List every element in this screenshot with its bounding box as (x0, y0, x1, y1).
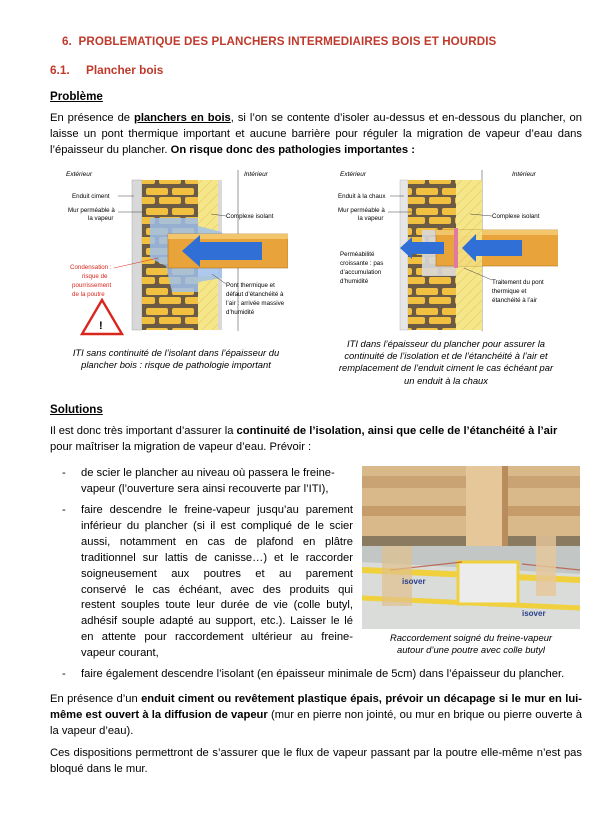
text-run-bold: enduit ciment ou revêtement plastique épais, prévoir un décapage si le mur en lui-même est ouvert à la diffusion de vapeur (50, 693, 582, 721)
probleme-heading: Problème (50, 90, 103, 103)
caption-line: continuité de l’isolation et de l’étanchéité à l’air et (344, 350, 548, 362)
figure-right-caption (322, 338, 570, 387)
bullet-dash: - (62, 668, 66, 680)
bullet-dash: - (62, 467, 66, 479)
label-interieur: Intérieur (512, 171, 536, 178)
section-number: 6. (62, 35, 72, 48)
text-line: de scier le plancher au niveau où passera le freine- (81, 467, 335, 479)
text-run: pour maîtriser la migration de vapeur d’eau. Prévoir : (50, 440, 312, 453)
label-enduit: Enduit ciment (72, 193, 110, 200)
diagram-iti-with-continuity (336, 166, 558, 336)
text-run-bold: On risque donc des pathologies importantes : (170, 143, 415, 156)
caption-line: plancher bois : risque de pathologie important (81, 359, 271, 371)
label-mur-2: la vapeur (358, 215, 384, 222)
subsection-number: 6.1. (50, 63, 70, 77)
diagram-iti-without-continuity (66, 166, 288, 344)
label-perm-3: d’accumulation (340, 269, 382, 276)
label-condensation-2: risque de (82, 273, 108, 280)
photo-brand-label-2: isover (522, 609, 546, 618)
text-run: En présence d’un (50, 693, 142, 705)
text-line: aussi, notamment en cas de plafond en plâtre (81, 535, 353, 548)
label-pont-4: d’humidité (226, 309, 255, 316)
photo-butyl-joint (362, 466, 580, 629)
label-exterieur: Extérieur (340, 171, 367, 178)
list-item-text (81, 503, 353, 662)
label-pont-2: défaut d’étanchéité à (226, 291, 284, 298)
list-item-text (81, 466, 353, 498)
airtight-membrane (454, 228, 458, 268)
caption-line: Raccordement soigné du freine-vapeur (389, 632, 553, 643)
text-run: Il est donc très important d’assurer la (50, 425, 237, 437)
insulation-lower (198, 276, 218, 330)
render-layer (132, 180, 142, 330)
subsection-heading (50, 62, 163, 79)
label-trait-1: Traitement du pont (492, 279, 544, 286)
solutions-paragraph-3: Ces dispositions permettront de s’assurer que le flux de vapeur passant par la poutre elle-même n’est pas bloqué dans le mur. (50, 747, 582, 775)
text-line: soigneusement aux poutres et au parement (81, 567, 353, 580)
label-perm-4: d’humidité (340, 278, 369, 285)
caption-line: ITI sans continuité de l’isolant dans l’épaisseur du (72, 347, 280, 358)
label-mur-1: Mur perméable à (68, 207, 115, 214)
text-line: traditionnel sur lattis de canisse…) et le raccorder (81, 551, 353, 564)
photo-brand-label: isover (402, 577, 426, 586)
label-exterieur: Extérieur (66, 171, 93, 178)
solutions-intro (50, 424, 582, 456)
label-complexe: Complexe isolant (492, 213, 540, 220)
caption-line: remplacement de l’enduit ciment le cas échéant par (338, 362, 554, 374)
label-trait-2: thermique et (492, 288, 527, 295)
section-heading (62, 34, 496, 50)
subsection-title: Plancher bois (86, 63, 164, 77)
section-title: PROBLEMATIQUE DES PLANCHERS INTERMEDIAIRES BOIS ET HOURDIS (78, 35, 497, 48)
text-line: faire descendre le freine-vapeur jusqu’au parement (81, 504, 353, 516)
text-line: adhésif souple adapté au support, etc.). Laisser le lé (81, 615, 353, 628)
caption-line: ITI dans l’épaisseur du plancher pour assurer la (346, 338, 546, 349)
list-item-text: faire également descendre l’isolant (en épaisseur minimale de 5cm) dans l’épaisseur du plancher. (81, 668, 565, 680)
caption-line: autour d’une poutre avec colle butyl (396, 644, 545, 656)
wood-beam-highlight (168, 234, 288, 239)
text-line: inférieur du plancher (si il est compliqué de le scier (81, 519, 353, 532)
text-run-bold: continuité de l’isolation, ainsi que celle de l’étanchéité à l’air (236, 425, 558, 437)
text-line: en attente pour raccordement ultérieur au freine- (81, 631, 353, 644)
solutions-paragraph-2 (50, 692, 582, 740)
label-condensation-1: Condensation : (70, 264, 112, 271)
label-mur-2: la vapeur (88, 215, 114, 222)
caption-line: un enduit à la chaux (404, 374, 488, 386)
solutions-heading: Solutions (50, 403, 103, 416)
label-perm-1: Perméabilité (340, 251, 375, 258)
text-run-bold: planchers en bois (133, 112, 231, 124)
text-run: (mur en pierre non jointé, ou mur en brique ou pierre ouverte à la vapeur d’eau). (50, 708, 582, 737)
label-pont-3: l’air : arrivée massive (226, 300, 285, 307)
text-line: vapeur courant, (81, 647, 159, 660)
text-line: conservé le cas échéant, avec des produits qui (81, 583, 353, 596)
bullet-dash: - (62, 504, 66, 516)
warning-mark: ! (99, 320, 103, 332)
label-condensation-4: de la poutre (72, 291, 105, 298)
label-complexe: Complexe isolant (226, 213, 274, 220)
label-perm-2: croissante : pas (340, 260, 384, 267)
probleme-paragraph (50, 111, 582, 159)
label-interieur: Intérieur (244, 171, 268, 178)
lime-render-layer (400, 180, 408, 330)
label-condensation-3: pourrissement (72, 282, 112, 289)
photo-caption (362, 632, 580, 656)
label-enduit: Enduit à la chaux (338, 193, 386, 200)
text-run: , si l’on se contente d’isoler au-dessus et en-dessous du plancher, on laisse un pont thermique important et aucune barrière pour réguler la migration de vapeur d’eau dans l’épaisseur du plancher. (50, 112, 582, 156)
figure-left-caption (58, 347, 294, 371)
text-line: restent souples toute leur durée de vie (colle butyl, (81, 599, 353, 612)
label-pont-1: Pont thermique et (226, 282, 275, 289)
label-mur-1: Mur perméable à (338, 207, 385, 214)
text-line: vapeur (l’ouverture sera ainsi recouverte par l’ITI), (81, 482, 329, 495)
text-run: En présence de (50, 112, 134, 124)
label-trait-3: étanchéité à l’air (492, 297, 538, 304)
